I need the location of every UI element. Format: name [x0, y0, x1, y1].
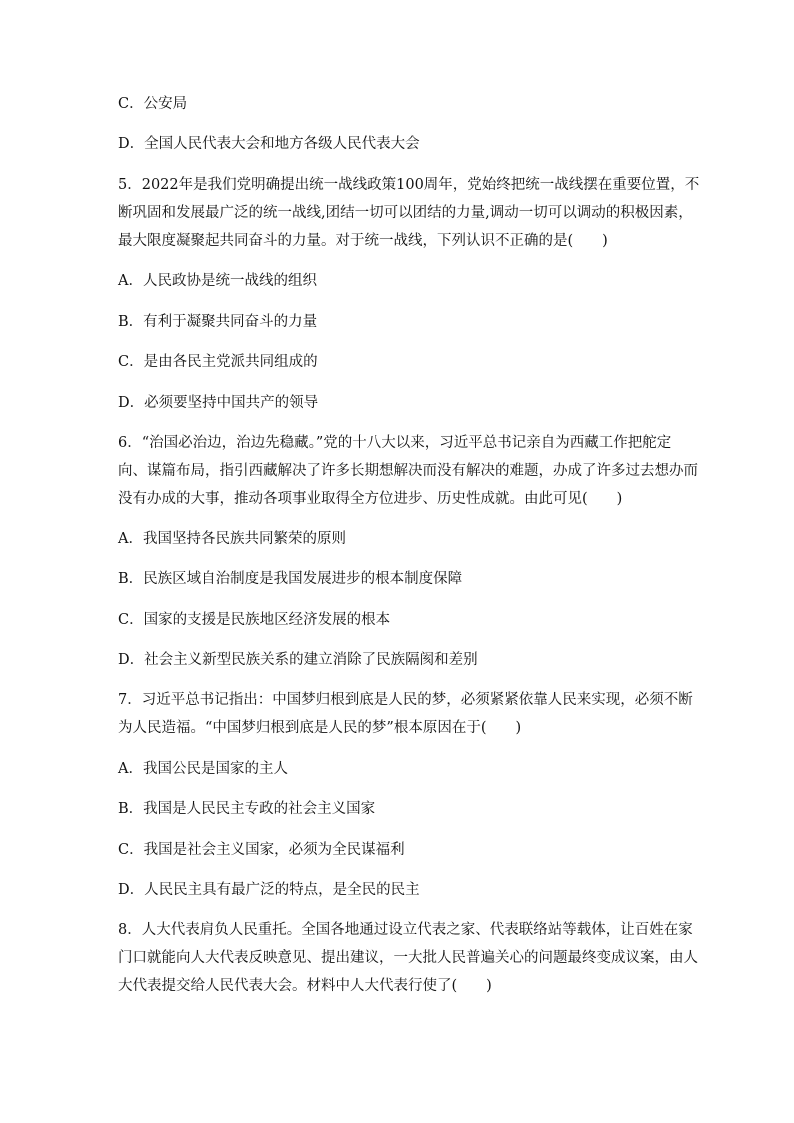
question-6-line-3: 没有办成的大事，推动各项事业取得全方位进步、历史性成就。由此可见( ) [118, 491, 623, 507]
question-5-line-1: 5．2022年是我们党明确提出统一战线政策100周年，党始终把统一战线摆在重要位置，不 [118, 177, 700, 193]
option-c-q5: C．是由各民主党派共同组成的 [118, 354, 318, 370]
question-8-line-2: 门口就能向人大代表反映意见、提出建议，一大批人民普遍关心的问题最终变成议案，由人 [118, 950, 698, 966]
option-b-q6: B．民族区域自治制度是我国发展进步的根本制度保障 [118, 571, 463, 587]
question-7-line-1: 7．习近平总书记指出：中国梦归根到底是人民的梦，必须紧紧依靠人民来实现，必须不断 [118, 692, 693, 708]
option-c-q7: C．我国是社会主义国家，必须为全民谋福利 [118, 842, 405, 858]
question-8-line-1: 8．人大代表肩负人民重托。全国各地通过设立代表之家、代表联络站等载体，让百姓在家 [118, 922, 693, 938]
question-6-line-1: 6．“治国必治边，治边先稳藏。”党的十八大以来，习近平总书记亲自为西藏工作把舵定 [118, 435, 672, 451]
option-b-q5: B．有利于凝聚共同奋斗的力量 [118, 314, 318, 330]
option-b-q7: B．我国是人民民主专政的社会主义国家 [118, 801, 376, 817]
option-d-q4: D．全国人民代表大会和地方各级人民代表大会 [118, 136, 420, 152]
option-a-q5: A．人民政协是统一战线的组织 [118, 273, 317, 289]
question-8-line-3: 大代表提交给人民代表大会。材料中人大代表行使了( ) [118, 978, 492, 994]
option-d-q6: D．社会主义新型民族关系的建立消除了民族隔阂和差别 [118, 652, 478, 668]
option-d-q7: D．人民民主具有最广泛的特点，是全民的民主 [118, 882, 420, 898]
option-c-q4: C．公安局 [118, 96, 188, 112]
question-6-line-2: 向、谋篇布局，指引西藏解决了许多长期想解决而没有解决的难题，办成了许多过去想办而 [118, 463, 698, 479]
option-d-q5: D．必须要坚持中国共产的领导 [118, 395, 319, 411]
option-a-q6: A．我国坚持各民族共同繁荣的原则 [118, 531, 346, 547]
question-7-line-2: 为人民造福。“中国梦归根到底是人民的梦”根本原因在于( ) [118, 720, 522, 736]
question-5-line-3: 最大限度凝聚起共同奋斗的力量。对于统一战线，下列认识不正确的是( ) [118, 233, 608, 249]
option-c-q6: C．国家的支援是民族地区经济发展的根本 [118, 612, 391, 628]
option-a-q7: A．我国公民是国家的主人 [118, 761, 288, 777]
question-5-line-2: 断巩固和发展最广泛的统一战线,团结一切可以团结的力量,调动一切可以调动的积极因素， [118, 205, 693, 221]
